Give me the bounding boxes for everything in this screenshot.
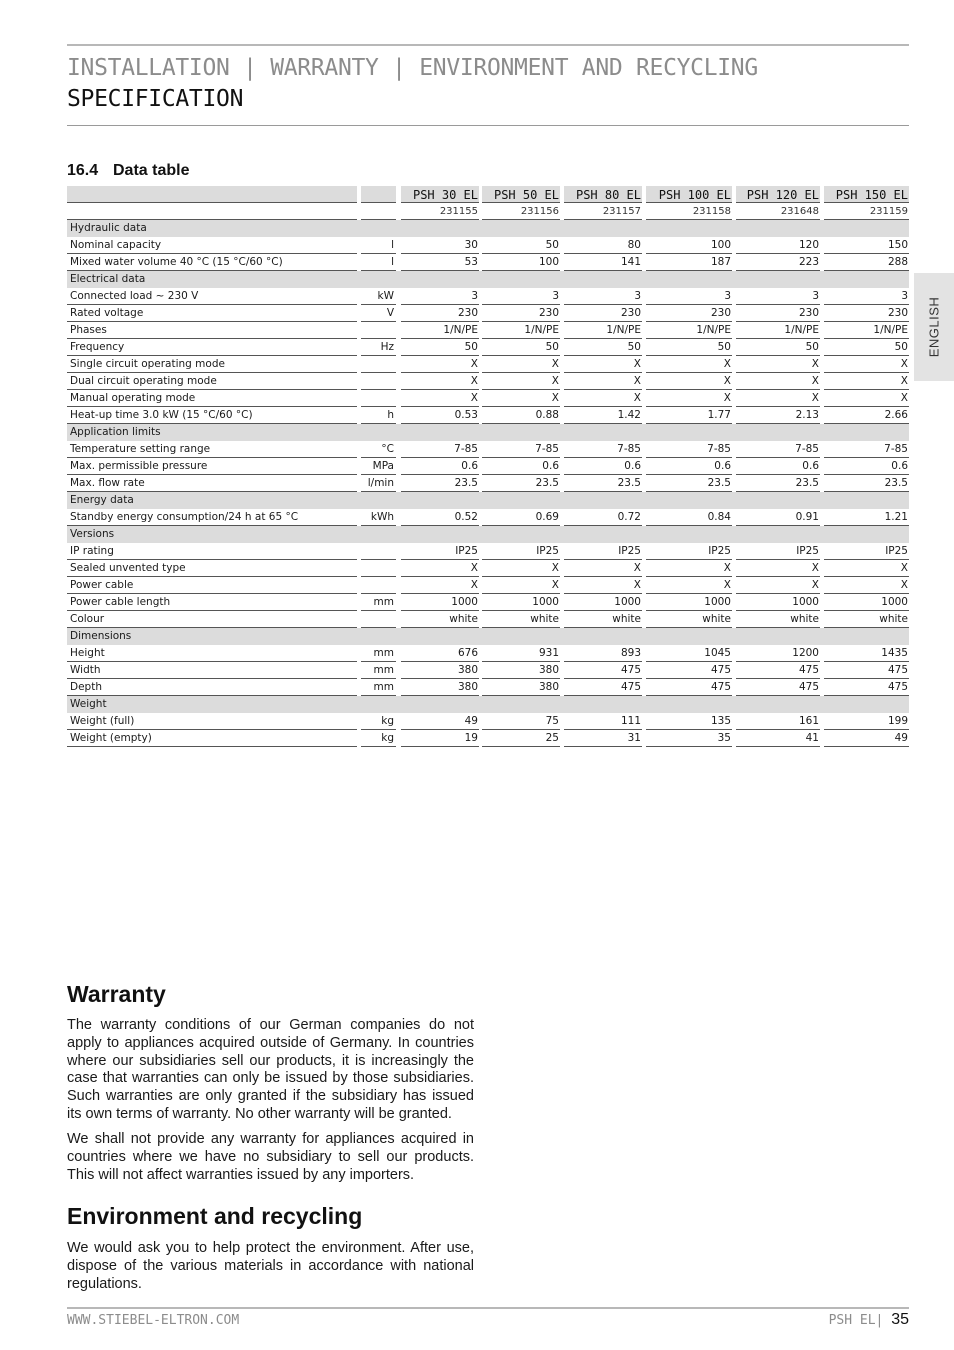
row-value: X: [824, 356, 909, 373]
row-value: 3: [482, 288, 560, 305]
row-value: 380: [482, 679, 560, 696]
row-value: IP25: [482, 543, 560, 560]
language-tab-label: ENGLISH: [926, 296, 942, 358]
row-value: 30: [401, 237, 479, 254]
page-title: SPECIFICATION: [67, 86, 244, 112]
row-value: 1/N/PE: [482, 322, 560, 339]
row-unit: h: [361, 407, 396, 424]
table-row: [67, 679, 909, 696]
row-value: 50: [824, 339, 909, 356]
row-value: 19: [401, 730, 479, 747]
model-name: PSH 30 EL: [401, 186, 479, 203]
row-value: 3: [824, 288, 909, 305]
row-value: X: [736, 577, 820, 594]
row-value: 100: [646, 237, 732, 254]
section-number: 16.4: [67, 162, 99, 179]
row-value: X: [824, 560, 909, 577]
table-row: [67, 407, 909, 424]
row-value: 1000: [736, 594, 820, 611]
row-value: 1/N/PE: [736, 322, 820, 339]
row-value: 23.5: [736, 475, 820, 492]
model-name: PSH 150 EL: [824, 186, 909, 203]
row-unit: °C: [361, 441, 396, 458]
row-unit: kg: [361, 713, 396, 730]
row-value: 187: [646, 254, 732, 271]
header-rule: [67, 125, 909, 126]
row-value: 7-85: [824, 441, 909, 458]
row-label: Dual circuit operating mode: [67, 373, 357, 390]
row-label: Sealed unvented type: [67, 560, 357, 577]
row-value: 50: [482, 339, 560, 356]
row-label: Standby energy consumption/24 h at 65 °C: [67, 509, 357, 526]
table-row: [67, 509, 909, 526]
row-value: 100: [482, 254, 560, 271]
row-value: 0.6: [564, 458, 642, 475]
part-number: 231155: [401, 203, 479, 220]
row-unit: MPa: [361, 458, 396, 475]
row-value: 0.6: [736, 458, 820, 475]
code-label-cell: [67, 203, 357, 220]
row-value: 75: [482, 713, 560, 730]
row-value: 7-85: [564, 441, 642, 458]
row-unit: [361, 373, 396, 390]
row-value: 475: [646, 679, 732, 696]
row-value: 7-85: [646, 441, 732, 458]
row-unit: kg: [361, 730, 396, 747]
row-value: X: [401, 373, 479, 390]
row-value: 7-85: [482, 441, 560, 458]
table-row: [67, 594, 909, 611]
table-row: [67, 254, 909, 271]
row-label: Heat-up time 3.0 kW (15 °C/60 °C): [67, 407, 357, 424]
part-number: 231648: [736, 203, 820, 220]
row-value: 1435: [824, 645, 909, 662]
row-value: X: [646, 390, 732, 407]
row-label: Power cable: [67, 577, 357, 594]
row-value: 475: [564, 662, 642, 679]
row-value: 50: [564, 339, 642, 356]
table-group-row: [67, 271, 909, 288]
model-name: PSH 100 EL: [646, 186, 732, 203]
row-unit: mm: [361, 594, 396, 611]
row-value: 475: [824, 662, 909, 679]
row-unit: kWh: [361, 509, 396, 526]
row-value: X: [482, 356, 560, 373]
row-value: 135: [646, 713, 732, 730]
table-group-row: [67, 424, 909, 441]
row-label: Manual operating mode: [67, 390, 357, 407]
table-group-row: [67, 628, 909, 645]
section-heading: [67, 162, 189, 180]
row-value: 1/N/PE: [401, 322, 479, 339]
footer-separator: |: [875, 1313, 884, 1328]
row-value: 1/N/PE: [564, 322, 642, 339]
row-value: X: [482, 373, 560, 390]
row-label: Connected load ~ 230 V: [67, 288, 357, 305]
row-label: Max. flow rate: [67, 475, 357, 492]
row-value: white: [824, 611, 909, 628]
part-number: 231159: [824, 203, 909, 220]
row-value: X: [564, 577, 642, 594]
row-value: 475: [736, 662, 820, 679]
row-value: 141: [564, 254, 642, 271]
table-group-row: [67, 526, 909, 543]
row-value: 475: [646, 662, 732, 679]
row-value: X: [736, 390, 820, 407]
model-name: PSH 50 EL: [482, 186, 560, 203]
row-value: 25: [482, 730, 560, 747]
row-label: Max. permissible pressure: [67, 458, 357, 475]
row-value: X: [736, 356, 820, 373]
environment-paragraph: We would ask you to help protect the environment. After use, dispose of the various materials in accordance with national regulations.: [67, 1240, 474, 1292]
row-value: IP25: [824, 543, 909, 560]
row-value: 199: [824, 713, 909, 730]
row-value: 0.91: [736, 509, 820, 526]
row-value: 288: [824, 254, 909, 271]
row-value: 475: [736, 679, 820, 696]
row-value: white: [401, 611, 479, 628]
row-value: 49: [824, 730, 909, 747]
table-row: [67, 237, 909, 254]
row-value: 3: [736, 288, 820, 305]
group-label: Versions: [67, 526, 909, 543]
row-label: Frequency: [67, 339, 357, 356]
part-number: 231157: [564, 203, 642, 220]
row-value: 50: [646, 339, 732, 356]
row-unit: mm: [361, 679, 396, 696]
row-value: IP25: [564, 543, 642, 560]
row-value: X: [824, 390, 909, 407]
row-unit: V: [361, 305, 396, 322]
table-row: [67, 560, 909, 577]
table-header-row: [67, 186, 909, 203]
row-value: 7-85: [736, 441, 820, 458]
row-value: 23.5: [646, 475, 732, 492]
table-row: [67, 730, 909, 747]
row-value: 230: [646, 305, 732, 322]
row-value: 150: [824, 237, 909, 254]
row-value: X: [646, 373, 732, 390]
part-number: 231158: [646, 203, 732, 220]
row-value: 0.72: [564, 509, 642, 526]
row-value: 0.6: [401, 458, 479, 475]
row-label: Power cable length: [67, 594, 357, 611]
row-value: 23.5: [482, 475, 560, 492]
row-value: 676: [401, 645, 479, 662]
row-value: white: [646, 611, 732, 628]
table-row: [67, 356, 909, 373]
table-code-row: [67, 203, 909, 220]
row-value: 1.77: [646, 407, 732, 424]
row-value: 50: [482, 237, 560, 254]
table-row: [67, 577, 909, 594]
row-value: 893: [564, 645, 642, 662]
row-value: IP25: [401, 543, 479, 560]
row-value: 161: [736, 713, 820, 730]
row-value: white: [736, 611, 820, 628]
row-unit: [361, 543, 396, 560]
row-value: X: [646, 356, 732, 373]
row-value: X: [564, 373, 642, 390]
row-value: 380: [401, 662, 479, 679]
row-value: X: [824, 373, 909, 390]
row-label: Temperature setting range: [67, 441, 357, 458]
row-value: X: [646, 560, 732, 577]
table-row: [67, 288, 909, 305]
row-unit: kW: [361, 288, 396, 305]
header-unit-cell: [361, 186, 396, 203]
header-label-cell: [67, 186, 357, 203]
table-row: [67, 713, 909, 730]
row-value: 23.5: [401, 475, 479, 492]
row-value: 1200: [736, 645, 820, 662]
row-value: 380: [401, 679, 479, 696]
row-value: white: [564, 611, 642, 628]
row-value: 1000: [482, 594, 560, 611]
row-value: 1000: [564, 594, 642, 611]
row-value: 475: [564, 679, 642, 696]
group-label: Weight: [67, 696, 909, 713]
row-value: X: [564, 356, 642, 373]
row-label: Single circuit operating mode: [67, 356, 357, 373]
row-value: 23.5: [564, 475, 642, 492]
row-value: X: [401, 577, 479, 594]
table-row: [67, 611, 909, 628]
table-row: [67, 305, 909, 322]
row-label: Weight (empty): [67, 730, 357, 747]
row-value: 0.52: [401, 509, 479, 526]
row-value: X: [482, 560, 560, 577]
row-value: 1000: [824, 594, 909, 611]
row-label: IP rating: [67, 543, 357, 560]
row-value: X: [564, 390, 642, 407]
row-value: X: [401, 390, 479, 407]
group-label: Electrical data: [67, 271, 909, 288]
table-row: [67, 441, 909, 458]
row-value: 31: [564, 730, 642, 747]
row-value: 0.53: [401, 407, 479, 424]
group-label: Hydraulic data: [67, 220, 909, 237]
table-group-row: [67, 492, 909, 509]
row-label: Phases: [67, 322, 357, 339]
row-value: 380: [482, 662, 560, 679]
row-value: X: [482, 577, 560, 594]
row-value: IP25: [736, 543, 820, 560]
row-value: X: [564, 560, 642, 577]
table-row: [67, 322, 909, 339]
row-value: 1045: [646, 645, 732, 662]
table-row: [67, 645, 909, 662]
row-value: 3: [646, 288, 732, 305]
row-unit: [361, 356, 396, 373]
data-table: [67, 186, 909, 747]
footer-rule: [67, 1307, 909, 1309]
row-unit: mm: [361, 645, 396, 662]
row-value: 223: [736, 254, 820, 271]
footer-page-info: [829, 1311, 909, 1329]
table-row: [67, 390, 909, 407]
row-value: 0.6: [646, 458, 732, 475]
code-unit-cell: [361, 203, 396, 220]
row-unit: [361, 577, 396, 594]
row-value: 0.6: [482, 458, 560, 475]
row-value: X: [736, 560, 820, 577]
row-value: 1000: [646, 594, 732, 611]
part-number: 231156: [482, 203, 560, 220]
page-number: 35: [891, 1311, 909, 1328]
footer-product: PSH EL: [828, 1313, 876, 1328]
group-label: Application limits: [67, 424, 909, 441]
row-value: 80: [564, 237, 642, 254]
row-value: X: [736, 373, 820, 390]
row-unit: Hz: [361, 339, 396, 356]
warranty-paragraph-1: The warranty conditions of our German companies do not apply to appliances acquired outside of Germany. In countries where our subsidiaries sell our products, it is increasingly the case that warranties can only be issued by those subsidiaries. Such warranties are only granted if the subsidiary has issued its own terms of warranty. No other warranty will be granted.: [67, 1017, 474, 1122]
row-unit: mm: [361, 662, 396, 679]
row-value: 230: [482, 305, 560, 322]
row-value: 7-85: [401, 441, 479, 458]
row-unit: l/min: [361, 475, 396, 492]
row-value: 230: [564, 305, 642, 322]
row-value: 23.5: [824, 475, 909, 492]
row-label: Nominal capacity: [67, 237, 357, 254]
row-value: 1/N/PE: [824, 322, 909, 339]
row-unit: [361, 560, 396, 577]
row-value: 50: [401, 339, 479, 356]
table-group-row: [67, 220, 909, 237]
model-name: PSH 80 EL: [564, 186, 642, 203]
table-row: [67, 475, 909, 492]
row-value: X: [401, 356, 479, 373]
row-value: X: [646, 577, 732, 594]
table-row: [67, 339, 909, 356]
row-value: IP25: [646, 543, 732, 560]
group-label: Dimensions: [67, 628, 909, 645]
row-value: 2.66: [824, 407, 909, 424]
header-breadcrumb: INSTALLATION | WARRANTY | ENVIRONMENT AND RECYCLING: [67, 55, 758, 81]
row-label: Colour: [67, 611, 357, 628]
row-value: 41: [736, 730, 820, 747]
row-value: 3: [564, 288, 642, 305]
language-tab[interactable]: [914, 273, 954, 381]
row-value: 49: [401, 713, 479, 730]
row-value: 1.42: [564, 407, 642, 424]
row-unit: l: [361, 237, 396, 254]
row-value: 3: [401, 288, 479, 305]
table-group-row: [67, 696, 909, 713]
top-rule: [67, 44, 909, 46]
row-value: X: [824, 577, 909, 594]
row-label: Weight (full): [67, 713, 357, 730]
row-unit: [361, 390, 396, 407]
row-value: 120: [736, 237, 820, 254]
row-value: 1000: [401, 594, 479, 611]
row-value: 35: [646, 730, 732, 747]
row-label: Mixed water volume 40 °C (15 °C/60 °C): [67, 254, 357, 271]
row-value: white: [482, 611, 560, 628]
row-value: 1.21: [824, 509, 909, 526]
row-unit: [361, 322, 396, 339]
row-value: X: [482, 390, 560, 407]
row-label: Rated voltage: [67, 305, 357, 322]
row-value: 111: [564, 713, 642, 730]
row-value: 53: [401, 254, 479, 271]
table-row: [67, 543, 909, 560]
group-label: Energy data: [67, 492, 909, 509]
row-label: Height: [67, 645, 357, 662]
section-title: Data table: [113, 162, 190, 179]
table-row: [67, 458, 909, 475]
warranty-paragraph-2: We shall not provide any warranty for appliances acquired in countries where we have no subsidiary to sell our products. This will not affect warranties issued by any importers.: [67, 1131, 474, 1183]
row-value: 0.84: [646, 509, 732, 526]
row-value: 0.6: [824, 458, 909, 475]
table-row: [67, 373, 909, 390]
row-value: 230: [736, 305, 820, 322]
warranty-heading: Warranty: [67, 981, 166, 1007]
row-value: 2.13: [736, 407, 820, 424]
row-value: 0.69: [482, 509, 560, 526]
environment-heading: Environment and recycling: [67, 1203, 363, 1229]
row-unit: [361, 611, 396, 628]
model-name: PSH 120 EL: [736, 186, 820, 203]
row-value: X: [401, 560, 479, 577]
row-value: 0.88: [482, 407, 560, 424]
table-row: [67, 662, 909, 679]
row-value: 475: [824, 679, 909, 696]
row-value: 1/N/PE: [646, 322, 732, 339]
row-value: 230: [401, 305, 479, 322]
row-label: Depth: [67, 679, 357, 696]
row-value: 50: [736, 339, 820, 356]
row-value: 230: [824, 305, 909, 322]
row-label: Width: [67, 662, 357, 679]
footer-website[interactable]: WWW.STIEBEL-ELTRON.COM: [67, 1313, 240, 1328]
row-value: 931: [482, 645, 560, 662]
row-unit: l: [361, 254, 396, 271]
